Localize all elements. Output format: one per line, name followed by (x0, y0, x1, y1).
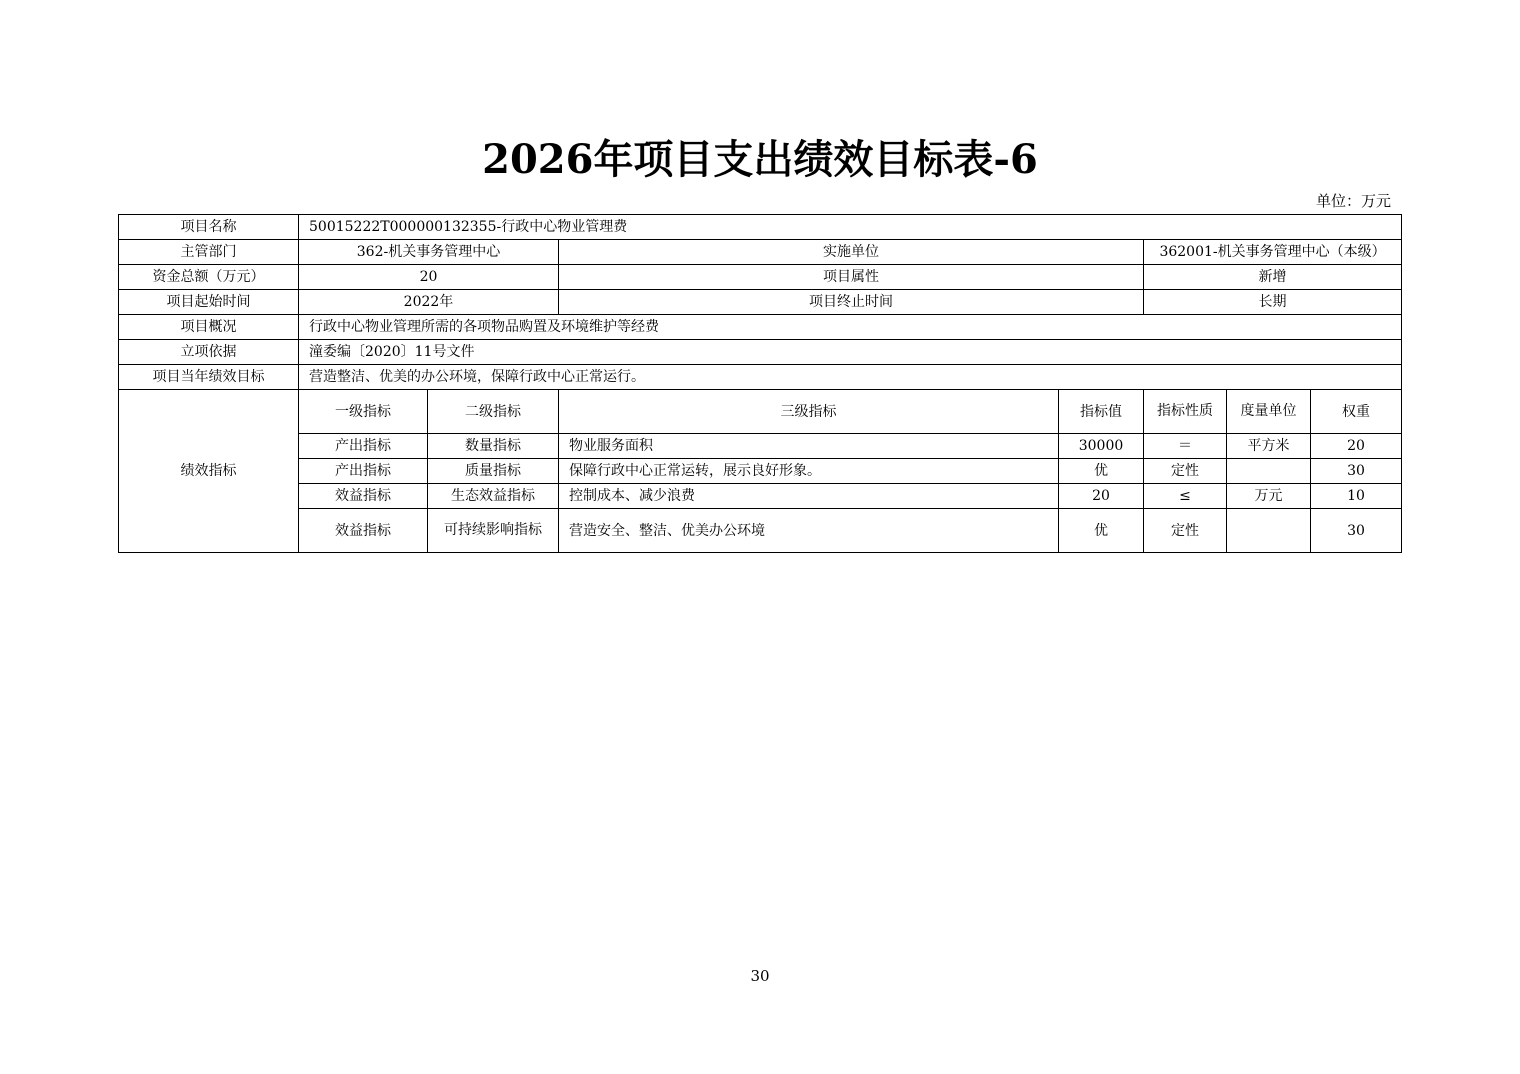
project-name-label: 项目名称 (119, 215, 299, 240)
indicator-weight: 30 (1311, 509, 1402, 553)
end-time-label: 项目终止时间 (559, 290, 1144, 315)
overview-value: 行政中心物业管理所需的各项物品购置及环境维护等经费 (299, 315, 1402, 340)
unit-label: 单位：万元 (1315, 192, 1391, 210)
indicator-level1: 效益指标 (299, 484, 428, 509)
indicator-value: 优 (1059, 509, 1144, 553)
row-indicator-header (119, 390, 1402, 434)
performance-target-table (118, 214, 1402, 553)
indicator-level3: 营造安全、整洁、优美办公环境 (559, 509, 1059, 553)
indicator-level1: 产出指标 (299, 434, 428, 459)
header-level2: 二级指标 (428, 390, 559, 434)
indicator-unit: 万元 (1227, 484, 1311, 509)
row-department (119, 240, 1402, 265)
header-nature: 指标性质 (1144, 390, 1227, 434)
page-title: 2026年项目支出绩效目标表-6 (482, 136, 1038, 183)
indicator-level3: 物业服务面积 (559, 434, 1059, 459)
indicator-nature: ≤ (1144, 484, 1227, 509)
basis-value: 潼委编〔2020〕11号文件 (299, 340, 1402, 365)
table-row (119, 459, 1402, 484)
indicator-weight: 20 (1311, 434, 1402, 459)
implementing-unit-label: 实施单位 (559, 240, 1144, 265)
indicator-level3: 保障行政中心正常运转，展示良好形象。 (559, 459, 1059, 484)
indicators-section-label: 绩效指标 (119, 390, 299, 553)
table-row (119, 484, 1402, 509)
indicator-nature: ＝ (1144, 434, 1227, 459)
indicator-nature: 定性 (1144, 509, 1227, 553)
start-time-label: 项目起始时间 (119, 290, 299, 315)
row-annual-goal (119, 365, 1402, 390)
indicator-unit (1227, 459, 1311, 484)
indicator-weight: 10 (1311, 484, 1402, 509)
indicator-nature: 定性 (1144, 459, 1227, 484)
basis-label: 立项依据 (119, 340, 299, 365)
end-time-value: 长期 (1144, 290, 1402, 315)
annual-goal-value: 营造整洁、优美的办公环境，保障行政中心正常运行。 (299, 365, 1402, 390)
indicator-unit: 平方米 (1227, 434, 1311, 459)
header-value: 指标值 (1059, 390, 1144, 434)
row-basis (119, 340, 1402, 365)
indicator-level2: 生态效益指标 (428, 484, 559, 509)
department-label: 主管部门 (119, 240, 299, 265)
annual-goal-label: 项目当年绩效目标 (119, 365, 299, 390)
indicator-value: 20 (1059, 484, 1144, 509)
page-number: 30 (750, 967, 770, 985)
implementing-unit-value: 362001-机关事务管理中心（本级） (1144, 240, 1402, 265)
header-unit: 度量单位 (1227, 390, 1311, 434)
row-overview (119, 315, 1402, 340)
header-level3: 三级指标 (559, 390, 1059, 434)
fund-total-value: 20 (299, 265, 559, 290)
indicator-level2: 质量指标 (428, 459, 559, 484)
row-period (119, 290, 1402, 315)
department-value: 362-机关事务管理中心 (299, 240, 559, 265)
project-attribute-value: 新增 (1144, 265, 1402, 290)
indicator-weight: 30 (1311, 459, 1402, 484)
project-name-value: 50015222T000000132355-行政中心物业管理费 (299, 215, 1402, 240)
indicator-value: 30000 (1059, 434, 1144, 459)
header-weight: 权重 (1311, 390, 1402, 434)
indicator-level2: 可持续影响指标 (428, 509, 559, 553)
indicator-level2: 数量指标 (428, 434, 559, 459)
overview-label: 项目概况 (119, 315, 299, 340)
row-fund (119, 265, 1402, 290)
indicator-value: 优 (1059, 459, 1144, 484)
row-project-name (119, 215, 1402, 240)
indicator-level3: 控制成本、减少浪费 (559, 484, 1059, 509)
indicator-unit (1227, 509, 1311, 553)
header-level1: 一级指标 (299, 390, 428, 434)
project-attribute-label: 项目属性 (559, 265, 1144, 290)
start-time-value: 2022年 (299, 290, 559, 315)
indicator-level1: 效益指标 (299, 509, 428, 553)
table-row (119, 509, 1402, 553)
indicator-level1: 产出指标 (299, 459, 428, 484)
table-row (119, 434, 1402, 459)
fund-total-label: 资金总额（万元） (119, 265, 299, 290)
